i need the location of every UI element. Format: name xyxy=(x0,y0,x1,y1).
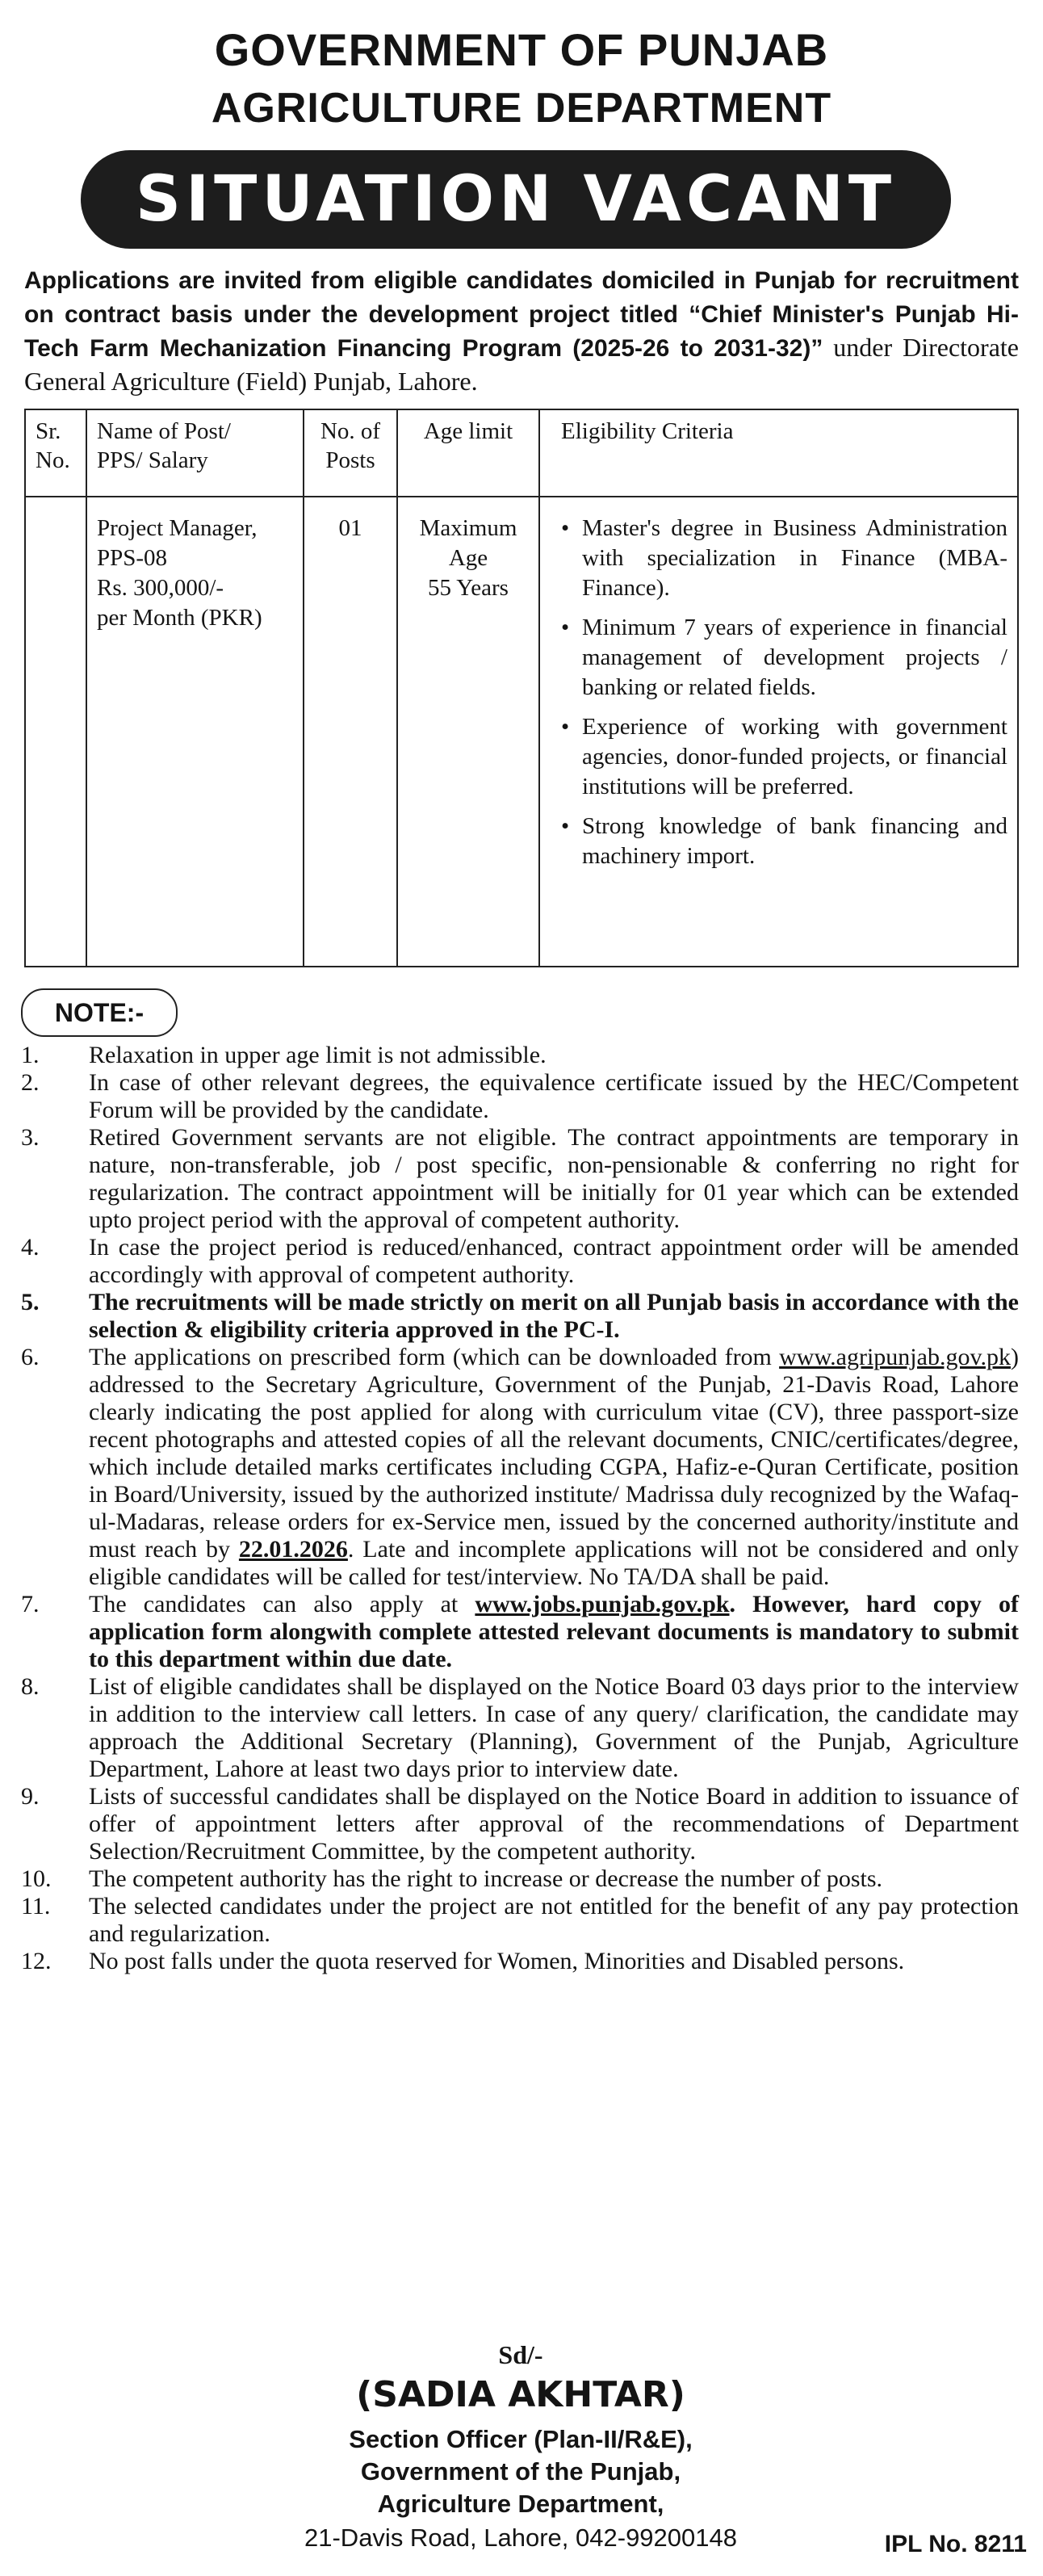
note-label: NOTE:- xyxy=(21,988,178,1037)
cell-posts-count: 01 xyxy=(304,497,397,967)
signatory-title: Section Officer (Plan-II/R&E), xyxy=(349,2425,693,2453)
list-item: 11. The selected candidates under the project are not entitled for the benefit of any pay protection and regularization. xyxy=(21,1893,1019,1947)
eligibility-list xyxy=(550,514,1007,871)
header-posts-count: No. of Posts xyxy=(304,409,397,497)
signatory-department: Agriculture Department, xyxy=(377,2490,664,2518)
intro-paragraph xyxy=(24,263,1019,398)
intro-tail: under Directorate General Agriculture (Field) Punjab, Lahore. xyxy=(24,333,1020,396)
table-row xyxy=(25,497,1018,967)
list-item: 10. The competent authority has the right to increase or decrease the number of posts. xyxy=(21,1865,882,1892)
list-item: 7. The candidates can also apply at www.jobs.punjab.gov.pk. However, hard copy of application form alongwith complete attested relevant documents is mandatory to submit to this department within due date. xyxy=(21,1591,1019,1672)
header-age-limit: Age limit xyxy=(397,409,539,497)
signature-sd: Sd/- xyxy=(498,2340,543,2369)
cell-age: Maximum Age 55 Years xyxy=(397,497,539,967)
agripunjab-link[interactable]: www.agripunjab.gov.pk xyxy=(779,1344,1011,1370)
table-header-row xyxy=(25,409,1018,497)
department-heading: AGRICULTURE DEPARTMENT xyxy=(211,85,832,132)
list-item: 4. In case the project period is reduced/enhanced, contract appointment order will be amended accordingly with approval of competent authority. xyxy=(21,1234,1019,1288)
intro-lead: Applications are invited from eligible candidates domiciled in Punjab for recruitment on contract basis under the development project titled “Chief Minister's Punjab Hi-Tech Farm Mechanization Financing Program (2025-26 to 2031-32)” xyxy=(24,267,1019,362)
list-item: 12. No post falls under the quota reserved for Women, Minorities and Disabled persons. xyxy=(21,1948,905,1974)
header-post: Name of Post/ PPS/ Salary xyxy=(86,409,304,497)
signatory-address: 21-Davis Road, Lahore, 042-99200148 xyxy=(304,2524,737,2552)
banner-text: SITUATION VACANT xyxy=(135,163,897,236)
cell-post: Project Manager, PPS-08 Rs. 300,000/- per Month (PKR) xyxy=(86,497,304,967)
cell-sr xyxy=(25,497,86,967)
list-item: • Strong knowledge of bank financing and machinery import. xyxy=(561,812,1007,871)
cell-eligibility xyxy=(539,497,1018,967)
signatory-government: Government of the Punjab, xyxy=(360,2457,681,2486)
list-item: 1. Relaxation in upper age limit is not admissible. xyxy=(21,1042,547,1068)
list-item: 5. The recruitments will be made strictly on merit on all Punjab basis in accordance with the selection & eligibility criteria approved in the PC-I. xyxy=(21,1289,1019,1343)
list-item: 8. List of eligible candidates shall be displayed on the Notice Board 03 days prior to the interview in addition to the interview call letters. In case of any query/ clarification, the candidate may approach the Additional Secretary (Planning), Government of the Punjab, Agriculture Department, Lahore at least two days prior to interview date. xyxy=(21,1673,1019,1782)
list-item: 9. Lists of successful candidates shall be displayed on the Notice Board in addition to issuance of offer of appointment letters after approval of the recommendations of Department Selection/Recruitment Committee, by the competent authority. xyxy=(21,1783,1019,1865)
deadline-date: 22.01.2026 xyxy=(238,1536,348,1563)
list-item: 2. In case of other relevant degrees, the equivalence certificate issued by the HEC/Competent Forum will be provided by the candidate. xyxy=(21,1069,1019,1123)
ipl-number: IPL No. 8211 xyxy=(884,2531,1027,2557)
situation-vacant-banner xyxy=(81,150,951,249)
posts-table xyxy=(24,409,1019,967)
list-item: • Minimum 7 years of experience in financial management of development projects / banking or related fields. xyxy=(561,613,1007,703)
notes-list xyxy=(21,1042,1019,1975)
list-item: • Master's degree in Business Administration with specialization in Finance (MBA-Finance). xyxy=(561,514,1007,603)
list-item: 3. Retired Government servants are not eligible. The contract appointments are temporary in nature, non-transferable, job / post specific, non-pensionable & conferring no right for regularization. The contract appointment will be initially for 01 year which can be extended upto project period with the approval of competent authority. xyxy=(21,1124,1019,1233)
list-item: 6. The applications on prescribed form (which can be downloaded from www.agripunjab.gov.pk) addressed to the Secretary Agriculture, Government of the Punjab, 21-Davis Road, Lahore clearly indicating the post applied for along with curriculum vitae (CV), three passport-size recent photographs and attested copies of all the relevant documents, CNIC/certificates/degree, which include detailed marks certificates including CGPA, Hafiz-e-Quran Certificate, position in Board/University, issued by the authorized institute/ Madrissa duly recognized by the Wafaq-ul-Madaras, release orders for ex-Service men, issued by the concerned authority/institute and must reach by 22.01.2026. Late and incomplete applications will not be considered and only eligible candidates will be called for test/interview. No TA/DA shall be paid. xyxy=(21,1344,1019,1590)
jobs-punjab-link[interactable]: www.jobs.punjab.gov.pk xyxy=(475,1591,730,1617)
list-item: • Experience of working with government agencies, donor-funded projects, or financial institutions will be preferred. xyxy=(561,712,1007,802)
government-heading: GOVERNMENT OF PUNJAB xyxy=(214,24,829,75)
header-sr: Sr. No. xyxy=(25,409,86,497)
signatory-name: (SADIA AKHTAR) xyxy=(356,2374,685,2415)
header-eligibility: Eligibility Criteria xyxy=(539,409,1018,497)
